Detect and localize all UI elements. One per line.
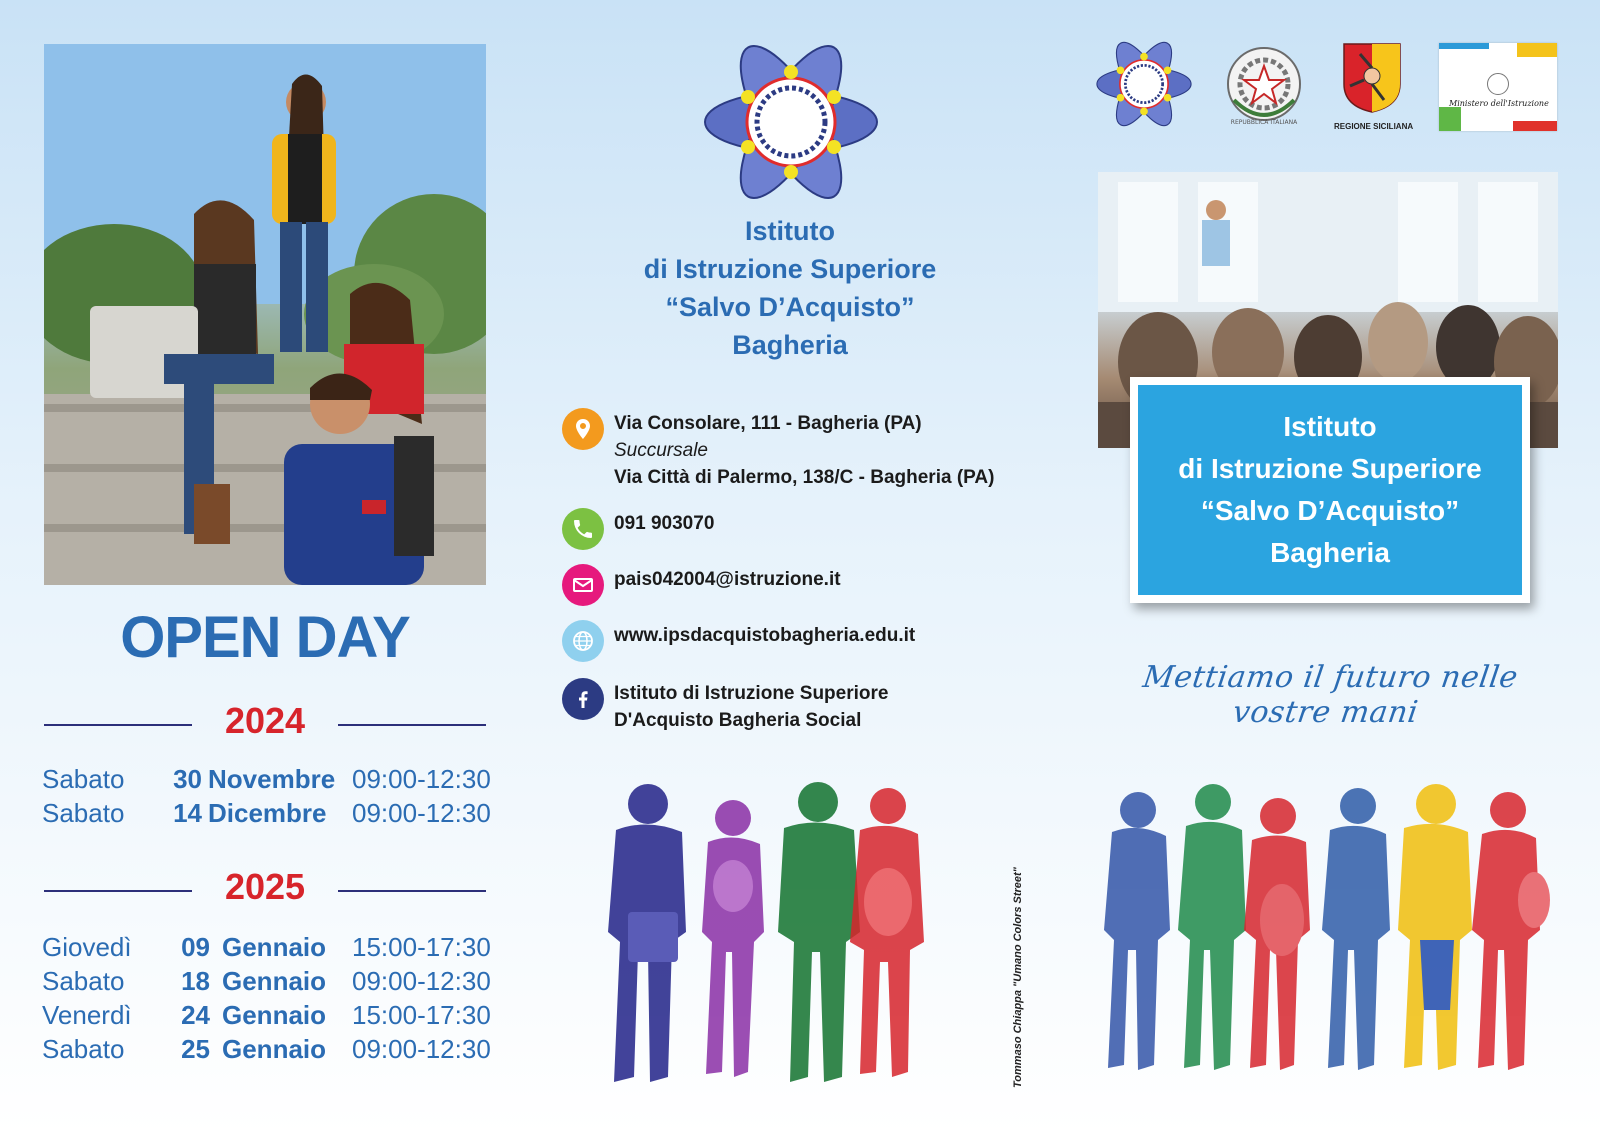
republic-emblem-text: REPUBBLICA ITALIANA bbox=[1230, 119, 1298, 126]
institute-highlight-box bbox=[1130, 377, 1530, 603]
ministero-label: Ministero dell'Istruzione bbox=[1449, 99, 1549, 108]
divider-line bbox=[338, 724, 486, 726]
phone-icon bbox=[562, 508, 604, 550]
regione-siciliana-label: REGIONE SICILIANA bbox=[1334, 122, 1414, 131]
ministry-emblem-icon bbox=[1487, 73, 1509, 95]
divider-line bbox=[338, 890, 486, 892]
schedule-month: Novembre bbox=[208, 764, 336, 794]
schedule-date-number: 09 bbox=[181, 932, 210, 962]
schedule-date-number: 14 bbox=[173, 798, 202, 828]
institute-title-line: Istituto bbox=[745, 216, 835, 246]
schedule-time: 15:00-17:30 bbox=[352, 1000, 491, 1030]
website-url[interactable]: www.ipsdacquistobagheria.edu.it bbox=[614, 625, 916, 646]
artwork-credit bbox=[1006, 852, 1036, 1088]
schedule-day: Sabato bbox=[42, 764, 125, 794]
location-pin-icon bbox=[562, 408, 604, 450]
schedule-month: Gennaio bbox=[222, 1034, 327, 1064]
schedule-month: Gennaio bbox=[222, 1000, 327, 1030]
schedule-row bbox=[42, 764, 492, 798]
schedule-date-number: 24 bbox=[181, 1000, 210, 1030]
address-succursale-label: Succursale bbox=[614, 440, 708, 461]
motto-tagline: Mettiamo il futuro nelle vostre mani bbox=[1140, 660, 1521, 730]
schedule-row bbox=[42, 966, 492, 1000]
email-address[interactable]: pais042004@istruzione.it bbox=[614, 569, 841, 590]
colored-figures-artwork-right bbox=[1098, 780, 1558, 1090]
open-day-title: OPEN DAY bbox=[120, 605, 410, 670]
schedule-row bbox=[42, 1000, 492, 1034]
year-2024-header bbox=[44, 700, 486, 750]
social-name-line[interactable]: Istituto di Istruzione Superiore bbox=[614, 683, 889, 704]
year-2024-label: 2024 bbox=[224, 700, 306, 741]
phone-number[interactable]: 091 903070 bbox=[614, 513, 715, 534]
schedule-month: Dicembre bbox=[208, 798, 327, 828]
box-title-line: “Salvo D’Acquisto” bbox=[1200, 495, 1460, 526]
facebook-icon[interactable] bbox=[562, 678, 604, 720]
institute-title-line: “Salvo D’Acquisto” bbox=[665, 292, 915, 322]
schedule-month: Gennaio bbox=[222, 966, 327, 996]
schedule-row bbox=[42, 1034, 492, 1068]
schedule-day: Sabato bbox=[42, 1034, 125, 1064]
students-photo bbox=[44, 44, 486, 585]
schedule-day: Sabato bbox=[42, 798, 125, 828]
institutional-logos bbox=[1094, 38, 1564, 138]
schedule-2025 bbox=[42, 932, 492, 1068]
colored-figures-artwork-middle bbox=[598, 782, 1028, 1092]
schedule-row bbox=[42, 932, 492, 966]
schedule-time: 15:00-17:30 bbox=[352, 932, 491, 962]
schedule-month: Gennaio bbox=[222, 932, 327, 962]
box-title-line: di Istruzione Superiore bbox=[1178, 453, 1482, 484]
school-logo-small bbox=[1094, 38, 1194, 130]
schedule-day: Venerdì bbox=[42, 1000, 132, 1030]
year-2025-header bbox=[44, 866, 486, 916]
regione-siciliana-emblem bbox=[1340, 40, 1404, 114]
schedule-date-number: 30 bbox=[173, 764, 202, 794]
institute-title-line: Bagheria bbox=[732, 330, 848, 360]
schedule-time: 09:00-12:30 bbox=[352, 798, 491, 828]
school-logo bbox=[702, 38, 880, 206]
schedule-time: 09:00-12:30 bbox=[352, 966, 491, 996]
institute-title bbox=[590, 212, 990, 364]
address-succursale: Via Città di Palermo, 138/C - Bagheria (PA) bbox=[614, 467, 995, 488]
schedule-date-number: 18 bbox=[181, 966, 210, 996]
schedule-day: Sabato bbox=[42, 966, 125, 996]
schedule-date-number: 25 bbox=[181, 1034, 210, 1064]
year-2025-label: 2025 bbox=[224, 866, 306, 907]
email-icon bbox=[562, 564, 604, 606]
artwork-credit-text: Tommaso Chiappa "Umano Colors Street" bbox=[1012, 867, 1024, 1088]
italian-republic-emblem bbox=[1224, 44, 1304, 128]
schedule-day: Giovedì bbox=[42, 932, 132, 962]
schedule-time: 09:00-12:30 bbox=[352, 1034, 491, 1064]
address-main: Via Consolare, 111 - Bagheria (PA) bbox=[614, 413, 922, 434]
schedule-row bbox=[42, 798, 492, 832]
globe-icon bbox=[562, 620, 604, 662]
ministero-logo bbox=[1439, 43, 1557, 131]
box-title-line: Bagheria bbox=[1270, 537, 1390, 568]
social-name-line[interactable]: D'Acquisto Bagheria Social bbox=[614, 710, 862, 731]
box-title-line: Istituto bbox=[1283, 411, 1377, 442]
institute-title-line: di Istruzione Superiore bbox=[643, 254, 937, 284]
schedule-2024 bbox=[42, 764, 492, 832]
schedule-time: 09:00-12:30 bbox=[352, 764, 491, 794]
